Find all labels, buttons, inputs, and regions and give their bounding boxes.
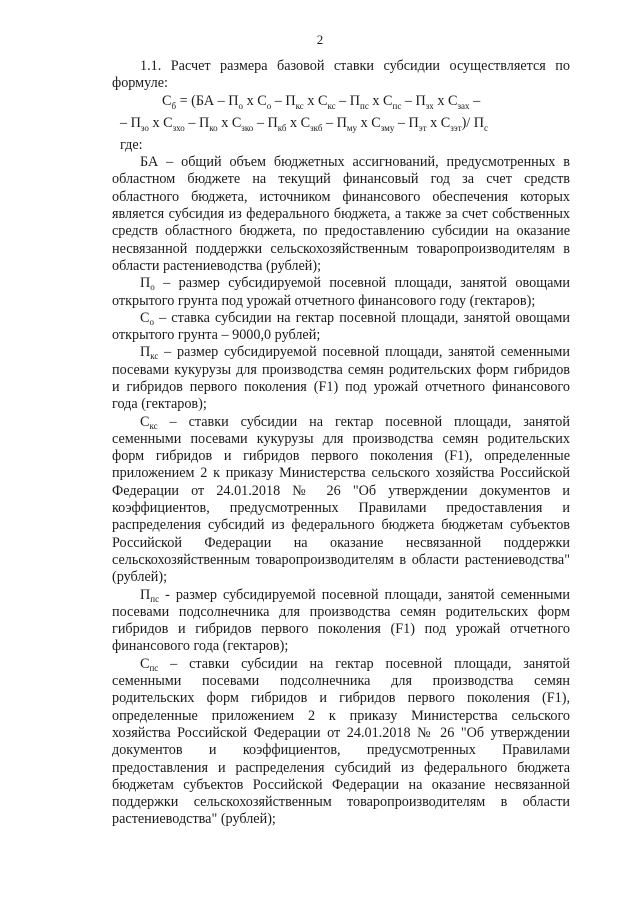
formula-term: – $П_{зх}$ bbox=[401, 92, 434, 111]
formula-term: х $С_{кс}$ bbox=[303, 92, 336, 111]
formula-term: х $С_{зэт}$ bbox=[426, 114, 462, 133]
definition-text: – размер субсидируемой посевной площади, занятой овощами открытого грунта под урожай отчетного финансового году (гектаров); bbox=[112, 275, 570, 309]
formula-term: = ($БА - П_о$ bbox=[176, 92, 244, 111]
formula-line-1 bbox=[112, 93, 570, 115]
definition-sps bbox=[112, 656, 570, 829]
definition-text: – размер субсидируемой посевной площади, занятой семенными посевами кукурузы для производства семян родительских форм гибридов и гибридов первого поколения (F1) под урожай отчетного финансового года (гектаров); bbox=[112, 344, 570, 413]
formula-term: – bbox=[469, 92, 481, 109]
definition-ba bbox=[112, 154, 570, 275]
definition-symbol: $П_{кс}$ bbox=[140, 344, 159, 362]
definition-text: – ставка субсидии на гектар посевной площади, занятой овощами открытого грунта – 9000,0 рублей; bbox=[112, 309, 570, 344]
formula-term: х $С_{пс}$ bbox=[368, 92, 402, 111]
definition-so bbox=[112, 310, 570, 345]
definition-symbol: $С_{кс}$ bbox=[140, 413, 158, 431]
formula-term: )/ $П_с$ bbox=[461, 114, 489, 133]
formula-term: х $С_{зхо}$ bbox=[148, 114, 185, 133]
intro-paragraph: 1.1. Расчет размера базовой ставки субсидии осуществляется по формуле: bbox=[112, 58, 570, 92]
definition-symbol: $П_{пс}$ bbox=[140, 586, 160, 604]
formula-term: х $С_{змy}$ bbox=[357, 114, 395, 133]
formula-term: х $С_о$ bbox=[243, 92, 272, 111]
definition-text: – ставки субсидии на гектар посевной площади, занятой семенными посевами кукурузы для производства семян родительских форм гибридов и гибридов первого поколения (F1), определенные приложением 2 к приказу Министерства сельского хозяйства Российской Федерации от 24.01.2018 № 26 "Об утверждении документов и коэффициентов, предусмотренных Правилами предоставления и распределения субсидий из федерального бюджета бюджетам субъектов Российской Федерации на оказание несвязанной поддержки сельскохозяйственным товаропроизводителям в области растениеводства" (рублей); bbox=[112, 413, 570, 586]
definition-text: - размер субсидируемой посевной площади, занятой семенными посевами подсолнечника для производства семян родительских форм гибридов и гибридов первого поколения (F1) под урожай отчетного финансового года (гектаров); bbox=[112, 586, 570, 655]
definition-symbol: $С_о$ bbox=[140, 309, 154, 327]
formula-term: – $П_{эт}$ bbox=[394, 114, 427, 133]
formula-term: $С_б$ bbox=[162, 92, 177, 111]
definition-sks bbox=[112, 414, 570, 587]
document-body bbox=[112, 58, 570, 829]
formula-term: – $П_{пс}$ bbox=[335, 92, 369, 111]
formula-term: х $С_{зах}$ bbox=[433, 92, 470, 111]
formula-term: – $П_{кб}$ bbox=[253, 114, 287, 133]
formula-term: х $С_{зкб}$ bbox=[286, 114, 323, 133]
definition-symbol: $С_{пс}$ bbox=[140, 655, 159, 673]
formula-term: – $П_{му}$ bbox=[322, 114, 358, 133]
formula-term: – $П_{ко}$ bbox=[184, 114, 218, 133]
page-number: 2 bbox=[316, 32, 324, 47]
definition-po bbox=[112, 275, 570, 310]
formula-term: – $П_{зо}$ bbox=[120, 114, 149, 133]
definition-symbol: $П_о$ bbox=[140, 275, 155, 293]
formula-line-2 bbox=[112, 115, 570, 137]
definition-pps bbox=[112, 587, 570, 656]
definition-text: БА – общий объем бюджетных ассигнований, предусмотренных в областном бюджете на текущий финансовый год за счет средств областного бюджета, источником финансового обеспечения которых является субсидия из федерального бюджета, а также за счет собственных средств областного бюджета, по предоставлению субсидии на оказание несвязанной поддержки сельскохозяйственным товаропроизводителям в области растениеводства (рублей); bbox=[112, 154, 570, 274]
definition-text: – ставки субсидии на гектар посевной площади, занятой семенными посевами подсолнечника для производства семян родительских форм гибридов и гибридов первого поколения (F1), определенные приложением 2 к приказу Министерства сельского хозяйства Российской Федерации от 24.01.2018 № 26 "Об утверждении документов и коэффициентов, предусмотренных Правилами предоставления и распределения субсидий из федерального бюджета бюджетам субъектов Российской Федерации на оказание несвязанной поддержки сельскохозяйственным товаропроизводителям в области растениеводства" (рублей); bbox=[112, 655, 570, 828]
formula-term: х $С_{зко}$ bbox=[217, 114, 254, 133]
definition-pks bbox=[112, 344, 570, 413]
formula-term: – $П_{кс}$ bbox=[271, 92, 304, 111]
formula-where-label: где: bbox=[120, 136, 143, 153]
